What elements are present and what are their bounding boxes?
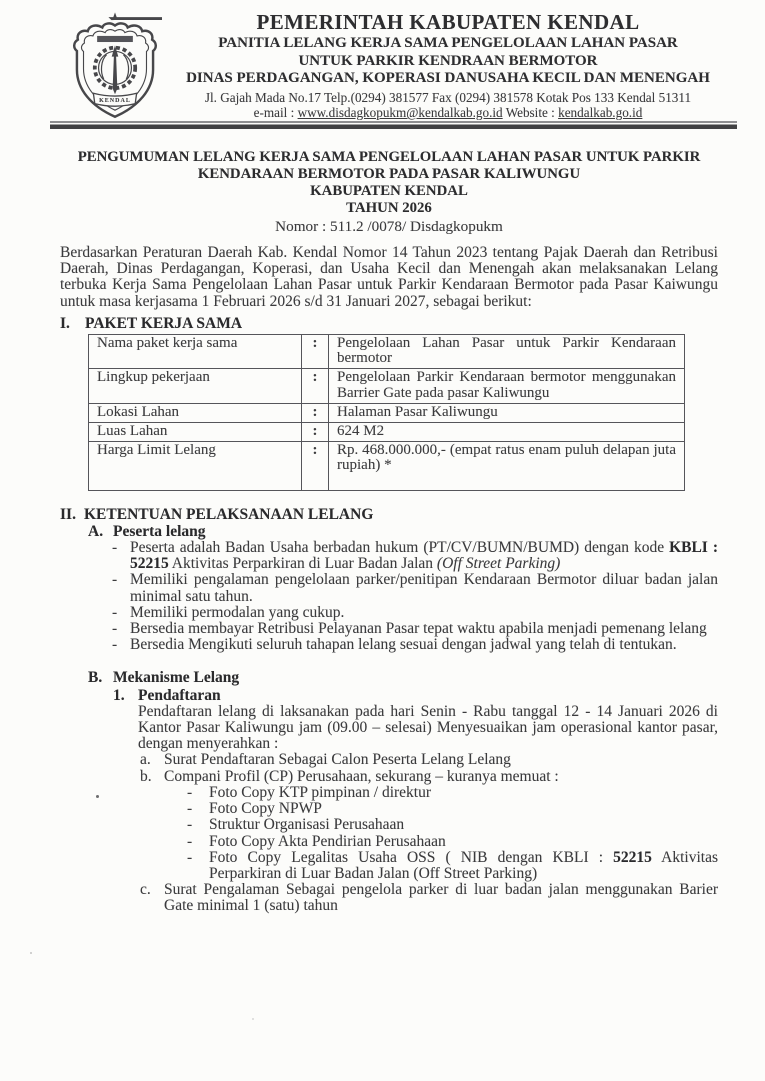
row-label: Harga Limit Lelang	[89, 442, 302, 490]
sub-item-text: Foto Copy KTP pimpinan / direktur	[209, 783, 432, 801]
row-value: Halaman Pasar Kaliwungu	[329, 403, 685, 422]
agency-address: Jl. Gajah Mada No.17 Telp.(0294) 381577 Fax (0294) 381578 Kotak Pos 133 Kendal 51311	[204, 89, 692, 105]
table-row	[89, 403, 685, 422]
item-text: Peserta adalah Badan Usaha berbadan hukum (PT/CV/BUMN/BUMD) dengan kode	[130, 539, 670, 557]
item-text: Aktivitas Perparkiran di Luar Badan Jalan (Off Street Parking)	[209, 848, 718, 882]
dash-bullet: -	[187, 800, 193, 818]
list-item	[112, 605, 718, 621]
numbered-item-title: Pendaftaran	[138, 686, 221, 704]
list-item	[112, 540, 718, 572]
spacer	[60, 653, 718, 669]
list-item-text: Bersedia membayar Retribusi Pelayanan Pasar tepat waktu apabila menjadi pemenang lelang	[130, 620, 707, 638]
letterhead-divider-rule	[50, 121, 737, 129]
item-letter: a.	[140, 751, 151, 769]
dash-bullet: -	[112, 539, 118, 557]
item-letter: b.	[140, 767, 152, 785]
pendaftaran-paragraph: Pendaftaran lelang di laksanakan pada hari Senin - Rabu tanggal 12 - 14 Januari 2026 di Kantor Pasar Kaliwungu jam (09.00 – selesai) Menyesuaikan jam operasional kantor pasar, dengan menyerahkan :	[138, 702, 718, 753]
scan-speck	[96, 795, 99, 798]
table-row	[89, 369, 685, 403]
list-item-text: Bersedia Mengikuti seluruh tahapan lelang sesuai dengan jadwal yang telah di tentukan.	[130, 636, 677, 654]
title-line-3: KABUPATEN KENDAL	[310, 183, 468, 199]
government-name: PEMERINTAH KABUPATEN KENDAL	[256, 10, 640, 34]
sub-list-item	[187, 801, 718, 817]
dash-bullet: -	[187, 816, 193, 834]
title-line-2: KENDARAAN BERMOTOR PADA PASAR KALIWUNGU	[197, 166, 581, 182]
dash-bullet: -	[112, 603, 118, 621]
subsection-a-heading	[88, 524, 718, 540]
item-text: Surat Pengalaman Sebagai pengelola parker di luar badan jalan menggunakan Barier Gate minimal 1 (satu) tahun	[164, 881, 718, 915]
table-row	[89, 335, 685, 369]
subsection-b-number: B.	[88, 669, 103, 687]
subsection-a-number: A.	[88, 522, 104, 540]
lettered-item-b	[140, 769, 718, 785]
sub-item-text: Foto Copy Akta Pendirian Perusahaan	[209, 832, 446, 850]
list-item	[112, 637, 718, 653]
committee-line-2: UNTUK PARKIR KENDRAAN BERMOTOR	[298, 52, 598, 69]
kbli-code: KBLI : 52215	[130, 539, 718, 573]
row-separator: :	[302, 335, 329, 369]
section-2-title: KETENTUAN PELAKSANAAN LELANG	[84, 505, 374, 523]
sub-item-text: Foto Copy NPWP	[209, 800, 322, 818]
table-row	[89, 442, 685, 490]
dash-bullet: -	[187, 848, 193, 866]
row-value: Pengelolaan Parkir Kendaraan bermotor menggunakan Barrier Gate pada pasar Kaliwungu	[329, 369, 685, 403]
email-label: e-mail :	[253, 105, 298, 120]
title-line-4: TAHUN 2026	[346, 200, 432, 216]
kbli-code: 52215	[613, 848, 652, 866]
section-2-heading	[60, 507, 718, 523]
letterhead	[162, 10, 734, 121]
document-body	[60, 149, 718, 915]
subsection-a-title: Peserta lelang	[113, 522, 206, 540]
item-text-italic: (Off Street Parking)	[436, 555, 561, 573]
dash-bullet: -	[112, 636, 118, 654]
row-separator: :	[302, 403, 329, 422]
numbered-item-number: 1.	[113, 686, 125, 704]
dash-bullet: -	[187, 783, 193, 801]
row-label: Nama paket kerja sama	[89, 335, 302, 369]
item-letter: c.	[140, 881, 151, 899]
row-value: Rp. 468.000.000,- (empat ratus enam puluh delapan juta rupiah) *	[329, 442, 685, 490]
subsection-b-heading	[88, 670, 718, 686]
item-text: Compani Profil (CP) Perusahaan, sekurang – kuranya memuat :	[164, 767, 559, 785]
logo-banner-text: KENDAL	[99, 98, 131, 105]
row-separator: :	[302, 423, 329, 442]
item-text: Surat Pendaftaran Sebagai Calon Peserta Lelang Lelang	[164, 751, 511, 769]
dash-bullet: -	[112, 620, 118, 638]
email-link[interactable]: www.disdagkopukm@kendalkab.go.id	[297, 105, 503, 120]
row-value: 624 M2	[329, 423, 685, 442]
kendal-coat-of-arms-logo	[68, 11, 162, 121]
agency-name: DINAS PERDAGANGAN, KOPERASI DANUSAHA KECIL DAN MENENGAH	[186, 70, 710, 86]
list-item-text: Memiliki permodalan yang cukup.	[130, 603, 345, 621]
subsection-b-title: Mekanisme Lelang	[113, 669, 240, 687]
dash-bullet: -	[112, 571, 118, 589]
document-number: Nomor : 511.2 /0078/ Disdagkopukm	[275, 218, 503, 235]
section-2-number: II.	[60, 505, 76, 523]
scan-speck	[30, 952, 32, 954]
row-separator: :	[302, 442, 329, 490]
sub-list-item	[187, 785, 718, 801]
lettered-item-c	[140, 882, 718, 914]
intro-paragraph: Berdasarkan Peraturan Daerah Kab. Kendal Nomor 14 Tahun 2023 tentang Pajak Daerah dan Retribusi Daerah, Dinas Perdagangan, Koperasi, dan Usaha Kecil dan Menengah akan melaksanakan Lelang terbuka Kerja Sama Pengelolaan Lahan Pasar untuk Parkir Kendaraan Bermotor pada Pasar Kaiwungu untuk masa kerjasama 1 Februari 2026 s/d 31 Januari 2027, sebagai berikut:	[60, 244, 718, 310]
list-item	[112, 621, 718, 637]
sub-item-text	[209, 850, 718, 882]
sub-list-item	[187, 850, 718, 882]
motto-banner	[97, 36, 133, 42]
section-1-number: I.	[60, 314, 70, 332]
title-line-1: PENGUMUMAN LELANG KERJA SAMA PENGELOLAAN LAHAN PASAR UNTUK PARKIR	[77, 149, 701, 165]
sub-item-text: Struktur Organisasi Perusahaan	[209, 816, 405, 834]
row-label: Lokasi Lahan	[89, 403, 302, 422]
announcement-title	[60, 149, 718, 235]
item-text: Aktivitas Perparkiran di Luar Badan Jalan	[168, 555, 437, 573]
row-label: Lingkup pekerjaan	[89, 369, 302, 403]
committee-line-1: PANITIA LELANG KERJA SAMA PENGELOLAAN LAHAN PASAR	[218, 35, 678, 51]
table-row	[89, 423, 685, 442]
list-item-text: Memiliki pengalaman pengelolaan parker/penitipan Kendaraan Bermotor diluar badan jalan minimal satu tahun.	[130, 571, 718, 605]
list-item	[112, 572, 718, 604]
star-icon	[108, 12, 162, 20]
row-label: Luas Lahan	[89, 423, 302, 442]
sub-list-item	[187, 817, 718, 833]
row-separator: :	[302, 369, 329, 403]
contact-line	[162, 105, 734, 121]
section-1-title: PAKET KERJA SAMA	[85, 314, 243, 332]
sub-list-item	[187, 834, 718, 850]
dash-bullet: -	[187, 832, 193, 850]
numbered-item-heading	[113, 688, 718, 704]
paket-kerja-sama-table	[88, 334, 685, 491]
lettered-item-a	[140, 752, 718, 768]
section-1-heading	[60, 316, 718, 332]
website-link[interactable]: kendalkab.go.id	[558, 105, 643, 120]
row-value: Pengelolaan Lahan Pasar untuk Parkir Kendaraan bermotor	[329, 335, 685, 369]
website-label: Website :	[502, 105, 559, 120]
list-item-text	[130, 540, 718, 572]
item-text: Foto Copy Legalitas Usaha OSS ( NIB dengan KBLI :	[209, 848, 614, 866]
scan-speck	[252, 1018, 254, 1020]
